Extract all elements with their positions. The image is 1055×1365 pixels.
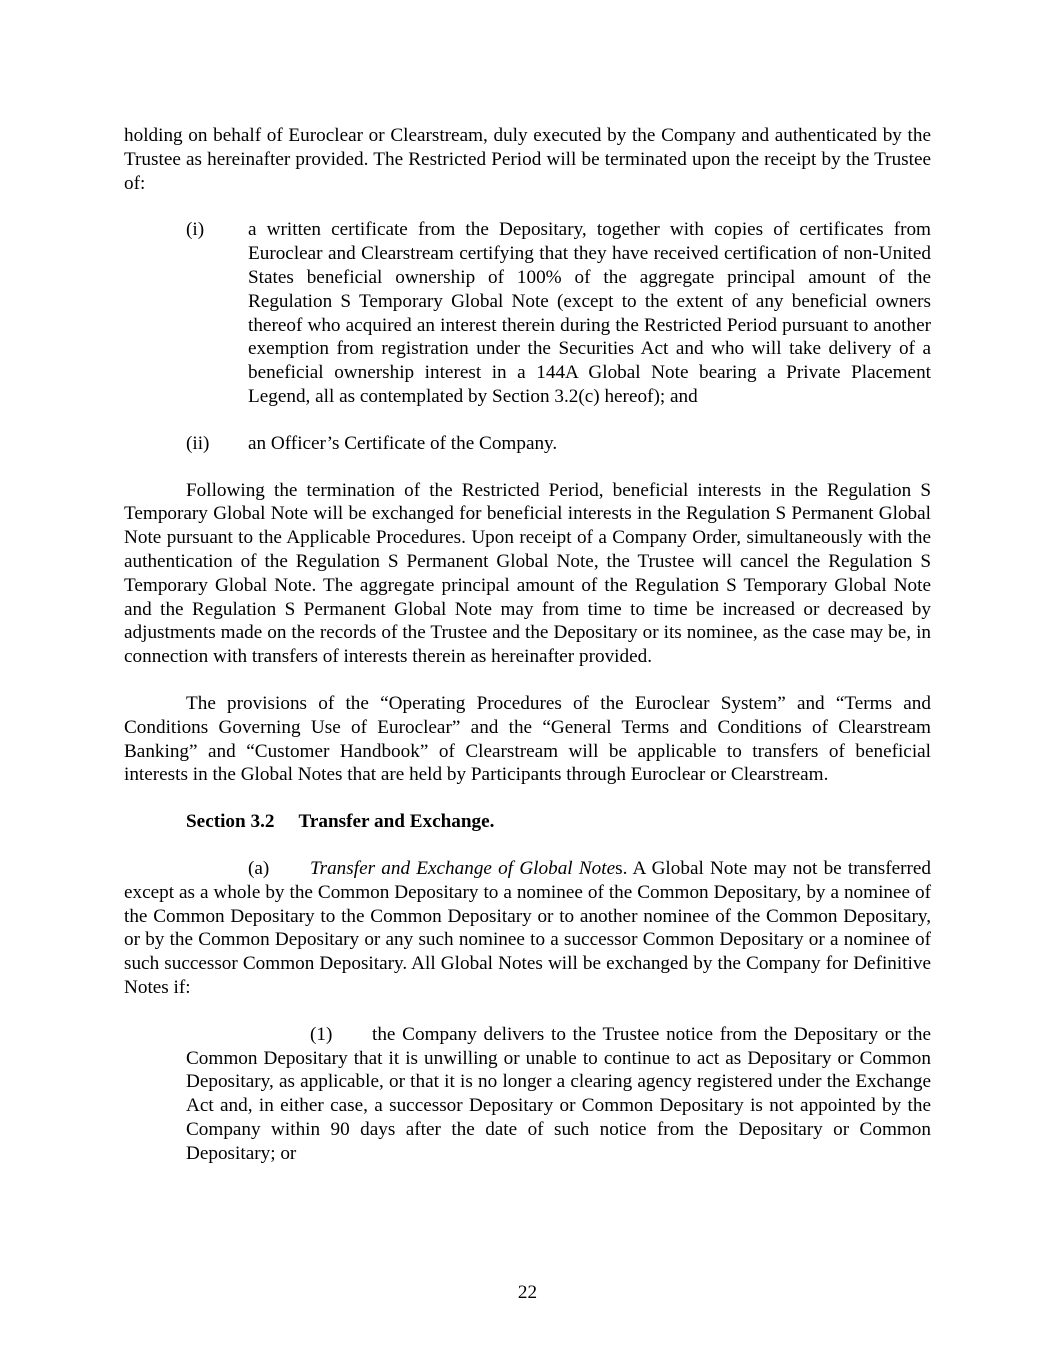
following-paragraph: Following the termination of the Restricted Period, beneficial interests in the Regulation S Temporary Global Note will be exchanged for beneficial interests in the Regulation S Permanent Global Note pursuant to the Applicable Procedures. Upon receipt of a Company Order, simultaneously with the authentication of the Regulation S Permanent Global Note, the Trustee will cancel the Regulation S Temporary Global Note. The aggregate principal amount of the Regulation S Temporary Global Note and the Regulation S Permanent Global Note may from time to time be increased or decreased by adjustments made on the records of the Trustee and the Depositary or its nominee, as the case may be, in connection with transfers of interests therein as hereinafter provided. xyxy=(124,479,931,668)
subsection-1-text: the Company delivers to the Trustee notice from the Depositary or the Common Depositary that it is unwilling or unable to continue to act as Depositary or Common Depositary, as applicable, or that it is no longer a clearing agency registered under the Exchange Act and, in either case, a successor Depositary or Common Depositary is not appointed by the Company within 90 days after the date of such notice from the Depositary or Common Depositary; or xyxy=(186,1023,931,1164)
list-number-i: (i) xyxy=(186,219,205,241)
list-text-ii: an Officer’s Certificate of the Company. xyxy=(248,432,558,454)
subsection-1-label: (1) xyxy=(310,1023,333,1045)
provisions-paragraph: The provisions of the “Operating Procedures of the Euroclear System” and “Terms and Conditions Governing Use of Euroclear” and the “General Terms and Conditions of Clearstream Banking” and “Customer Handbook” of Clearstream will be applicable to transfers of beneficial interests in the Global Notes that are held by Participants through Euroclear or Clearstream. xyxy=(124,692,931,786)
subsection-1 xyxy=(186,1023,931,1166)
subsection-a-title-suffix: s. xyxy=(615,857,628,879)
section-heading xyxy=(124,810,931,834)
list-number-ii: (ii) xyxy=(186,432,210,454)
subsection-a-text: A Global Note may not be transferred except as a whole by the Common Depositary to a nominee of the Common Depositary, by a nominee of the Common Depositary to the Common Depositary or to another nominee of the Common Depositary, or by the Common Depositary or any such nominee to a successor Common Depositary or a nominee of such successor Common Depositary. All Global Notes will be exchanged by the Company for Definitive Notes if: xyxy=(124,857,932,998)
subsection-a-title: Transfer and Exchange of Global Note xyxy=(310,857,616,879)
section-number: Section 3.2 xyxy=(186,811,275,833)
list-text-i: a written certificate from the Depositary, together with copies of certificates from Euroclear and Clearstream certifying that they have received certification of non-United States beneficial ownership of 100% of the aggregate principal amount of the Regulation S Temporary Global Note (except to the extent of any beneficial owners thereof who acquired an interest therein during the Restricted Period pursuant to another exemption from registration under the Securities Act and who will take delivery of a beneficial ownership interest in a 144A Global Note bearing a Private Placement Legend, all as contemplated by Section 3.2(c) hereof); and xyxy=(248,219,931,407)
intro-paragraph: holding on behalf of Euroclear or Clearstream, duly executed by the Company and authenticated by the Trustee as hereinafter provided. The Restricted Period will be terminated upon the receipt by the Trustee of: xyxy=(124,125,931,194)
subsection-a-label: (a) xyxy=(248,857,270,879)
document-page xyxy=(124,124,931,1165)
list-item-ii xyxy=(124,432,931,456)
list-item-i xyxy=(124,218,931,408)
subsection-a xyxy=(124,857,931,1000)
section-title: Transfer and Exchange. xyxy=(298,811,495,833)
page-number: 22 xyxy=(517,1282,538,1303)
